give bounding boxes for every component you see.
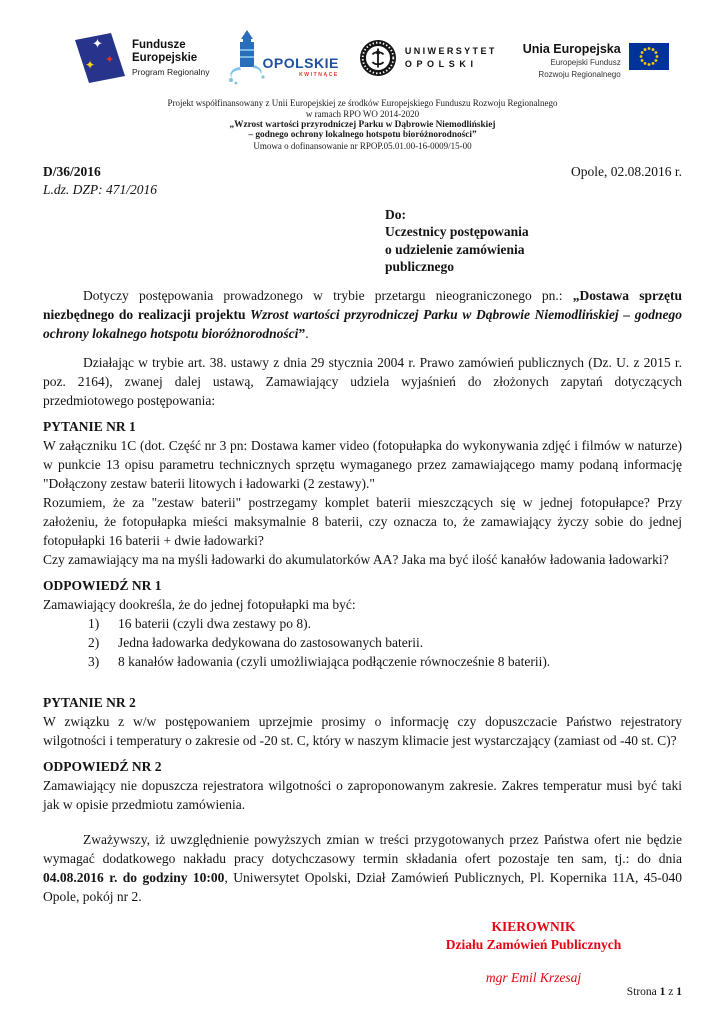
list-item <box>88 614 682 633</box>
legal-paragraph: Działając w trybie art. 38. ustawy z dnia 29 stycznia 2004 r. Prawo zamówień publicznych (Dz. U. z 2015 r. poz. 2164), zwanej dalej ustawą, Zamawiający udziela wyjaśnień do złożonych zapytań dotyczących przedmiotowego postępowania: <box>43 354 682 408</box>
signature-block <box>385 918 682 986</box>
closing-paragraph <box>43 830 682 906</box>
red-star-icon <box>105 54 114 65</box>
reference-number: L.dz. DZP: 471/2016 <box>43 181 158 197</box>
question1-heading: PYTANIE NR 1 <box>43 418 136 434</box>
question1-paragraph: Czy zamawiający ma na myśli ładowarki do akumulatorków AA? Jaka ma być ilość kanałów ładowania ładowarki? <box>43 551 669 567</box>
intro-paragraph <box>43 286 682 343</box>
list-item <box>88 633 682 652</box>
place-date: Opole, 02.08.2016 r. <box>571 163 682 179</box>
closing-run: , Uniwersytet Opolski, Dział Zamówień Publicznych, Pl. Kopernika 11A, 45-040 Opole, pokój nr 2. <box>43 869 683 904</box>
list-item-number: 1) <box>88 615 100 631</box>
funding-line: Projekt współfinansowany z Unii Europejskiej ze środków Europejskiego Funduszu Rozwoju Regionalnego <box>167 98 558 108</box>
white-star-icon <box>92 38 103 51</box>
opolskie-wordmark <box>262 55 338 87</box>
unia-name: Unia Europejska <box>522 42 621 56</box>
fundusze-subtitle: Program Regionalny <box>132 67 210 77</box>
unia-fund-line1: Europejski Fundusz <box>550 58 621 67</box>
uniwersytet-opolski-logo <box>359 39 497 77</box>
uniwersytet-opolski-wordmark <box>405 45 497 71</box>
answer1-heading: ODPOWIEDŹ NR 1 <box>43 577 162 593</box>
list-item-text: 16 baterii (czyli dwa zestawy po 8). <box>118 615 312 631</box>
eu-flag-icon <box>629 43 669 70</box>
question1-paragraph: W załączniku 1C (dot. Część nr 3 pn: Dostawa kamer video (fotopułapka do wykonywania zdjęć i filmów w naturze) w punkcie 13 opisu parametru technicznych sprzętu wymaganego przez zamawiającego mamy podaną informację "Dołączony zestaw baterii litowych i ładowarki (2 zestawy)." <box>43 437 682 491</box>
project-title-line: „Wzrost wartości przyrodniczej Parku w Dąbrowie Niemodlińskiej <box>229 119 496 130</box>
list-item <box>88 652 682 671</box>
recipient-block <box>385 206 682 276</box>
university-seal-icon <box>359 39 397 77</box>
footer-total-pages: 1 <box>676 986 682 998</box>
footer-page-number: 1 <box>659 986 666 998</box>
signature-name: mgr Emil Krzesaj <box>485 969 582 985</box>
question2-heading: PYTANIE NR 2 <box>43 694 136 710</box>
unia-europejska-logo <box>523 37 669 79</box>
letter-body <box>43 286 682 906</box>
unia-europejska-wordmark <box>523 43 621 79</box>
recipient-line: Do: <box>385 206 406 222</box>
meta-row <box>43 164 682 180</box>
footer-run: z <box>665 986 677 998</box>
list-item-number: 3) <box>88 653 100 669</box>
answer1-lead: Zamawiający dookreśla, że do jednej fotopułapki ma być: <box>43 596 356 612</box>
unia-fund-line2: Rozwoju Regionalnego <box>538 69 621 79</box>
intro-run-bold: „Dostawa sprzętu niezbędnego do realizacji projektu <box>43 287 682 322</box>
closing-run-bold: 04.08.2016 r. do godziny 10:00 <box>43 869 225 885</box>
closing-run: Zważywszy, iż uwzględnienie powyższych zmian w treści przygotowanych przez Państwa ofert nie będzie wymagać dodatkowego nakładu pracy dotychczasowy termin składania ofert pozostaje ten sam, tj.: do dnia <box>43 831 682 866</box>
fundusze-europejskie-flag-icon <box>75 33 125 83</box>
signature-title-line2: Działu Zamówień Publicznych <box>445 936 622 952</box>
funding-line: w ramach RPO WO 2014-2020 <box>305 108 420 119</box>
uniwersytet-line2: OPOLSKI <box>404 59 478 69</box>
list-item-number: 2) <box>88 634 100 650</box>
intro-run: Dotyczy postępowania prowadzonego w trybie przetargu nieograniczonego pn.: <box>83 287 573 303</box>
logo-strip <box>75 26 682 90</box>
answer2-paragraph: Zamawiający nie dopuszcza rejestratora wilgotności o zaproponowanym zakresie. Zakres temperatur musi być taki jak w opisie przedmiotu zamówienia. <box>43 777 682 812</box>
recipient-line: publicznego <box>385 259 455 275</box>
signature-title-line1: KIEROWNIK <box>491 918 576 934</box>
intro-run: . <box>305 325 309 341</box>
footer-run: Strona <box>626 986 660 998</box>
project-title-line: – godnego ochrony lokalnego hotspotu bioróżnorodności” <box>248 130 477 141</box>
recipient-line: o udzielenie zamówienia <box>385 241 525 257</box>
uniwersytet-line1: UNIWERSYTET <box>404 46 497 56</box>
fundusze-line2: Europejskie <box>132 51 198 64</box>
fundusze-europejskie-logo <box>75 33 209 83</box>
page-number-footer <box>627 986 682 998</box>
opolskie-logo <box>225 29 338 87</box>
list-item-text: 8 kanałów ładowania (czyli umożliwiająca podłączenie równocześnie 8 baterii). <box>118 653 551 669</box>
intro-run-bold-italic: Wzrost wartości przyrodniczej Parku w Dąbrowie Niemodlińskiej – godnego ochrony lokalnego hotspotu bioróżnorodności <box>43 306 682 341</box>
question1-paragraph: Rozumiem, że za "zestaw baterii" postrzegamy komplet baterii mieszczących się w jednej fotopułapce? Przy założeniu, że fotopułapka mieści maksymalnie 8 baterii, czy oznacza to, że zamawiający życzy sobie do jednej fotopułapki 16 baterii + dwie ładowarki? <box>43 494 682 548</box>
list-item-text: Jedna ładowarka dedykowana do zastosowanych baterii. <box>118 634 424 650</box>
funding-line: Umowa o dofinansowanie nr RPOP.05.01.00-16-0009/15-00 <box>253 141 472 152</box>
recipient-line: Uczestnicy postępowania <box>385 224 529 240</box>
answer2-heading: ODPOWIEDŹ NR 2 <box>43 758 162 774</box>
opolskie-name: OPOLSKIE <box>262 55 339 71</box>
question2-paragraph: W związku z w/w postępowaniem uprzejmie prosimy o informację czy dopuszczacie Państwo rejestratory wilgotności i temperatury o zakresie od -20 st. C, który w naszym klimacie jest wystarczający (zamiast od -40 st. C)? <box>43 713 682 748</box>
yellow-star-icon <box>85 59 95 71</box>
answer1-list <box>88 614 682 671</box>
doc-number: D/36/2016 <box>43 163 101 179</box>
project-funding-header <box>43 98 682 152</box>
fundusze-line1: Fundusze <box>132 39 186 51</box>
opolskie-subtitle: KWITNĄCE <box>299 72 339 78</box>
intro-run-bold: ” <box>298 325 306 341</box>
fundusze-europejskie-wordmark <box>132 39 209 77</box>
